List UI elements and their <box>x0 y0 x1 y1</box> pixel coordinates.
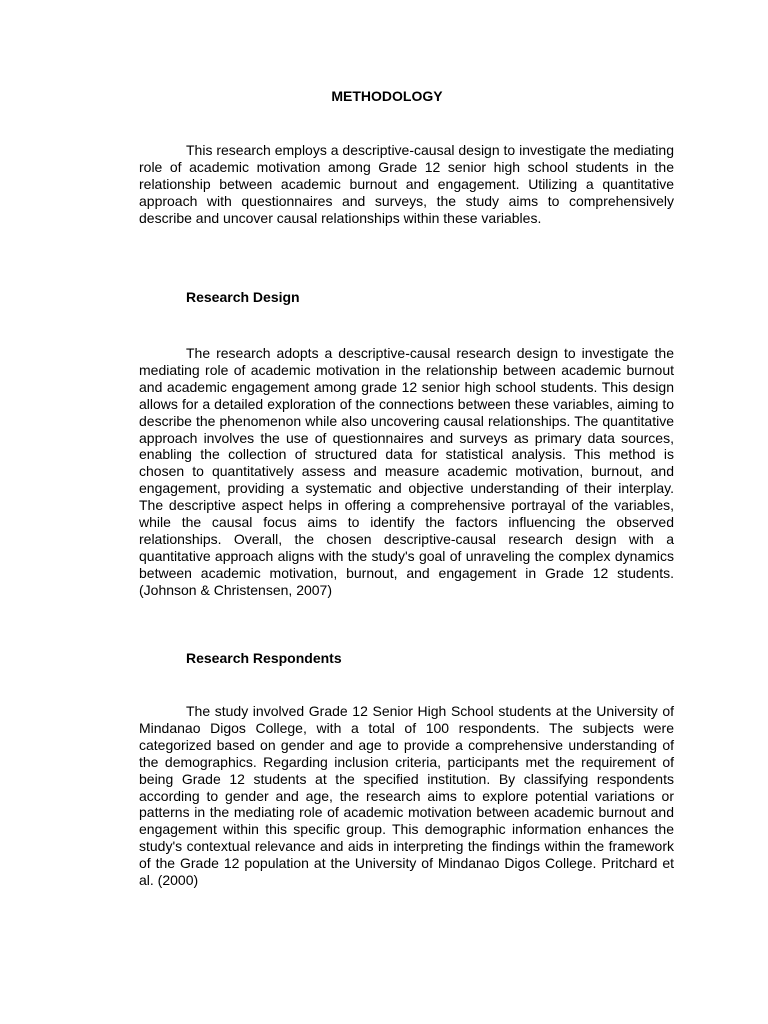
intro-paragraph: This research employs a descriptive-causal design to investigate the mediating role of academic motivation among Grade 12 senior high school students in the relationship between academic burnout and engagement. Utilizing a quantitative approach with questionnaires and surveys, the study aims to comprehensively describe and uncover causal relationships within these variables. <box>139 142 674 226</box>
research-respondents-paragraph: The study involved Grade 12 Senior High School students at the University of Mindanao Digos College, with a total of 100 respondents. The subjects were categorized based on gender and age to provide a comprehensive understanding of the demographics. Regarding inclusion criteria, participants met the requirement of being Grade 12 students at the specified institution. By classifying respondents according to gender and age, the research aims to explore potential variations or patterns in the mediating role of academic motivation between academic burnout and engagement within this specific group. This demographic information enhances the study's contextual relevance and aids in interpreting the findings within the framework of the Grade 12 population at the University of Mindanao Digos College. Pritchard et al. (2000) <box>139 703 674 889</box>
section-heading-research-respondents: Research Respondents <box>186 650 342 666</box>
section-heading-research-design: Research Design <box>186 289 300 305</box>
page-title: METHODOLOGY <box>331 88 443 104</box>
research-design-paragraph: The research adopts a descriptive-causal research design to investigate the mediating role of academic motivation in the relationship between academic burnout and academic engagement among grade 12 senior high school students. This design allows for a detailed exploration of the connections between these variables, aiming to describe the phenomenon while also uncovering causal relationships. The quantitative approach involves the use of questionnaires and surveys as primary data sources, enabling the collection of structured data for statistical analysis. This method is chosen to quantitatively assess and measure academic motivation, burnout, and engagement, providing a systematic and objective understanding of their interplay. The descriptive aspect helps in offering a comprehensive portrayal of the variables, while the causal focus aims to identify the factors influencing the observed relationships. Overall, the chosen descriptive-causal research design with a quantitative approach aligns with the study's goal of unraveling the complex dynamics between academic motivation, burnout, and engagement in Grade 12 students. (Johnson & Christensen, 2007) <box>139 345 674 598</box>
